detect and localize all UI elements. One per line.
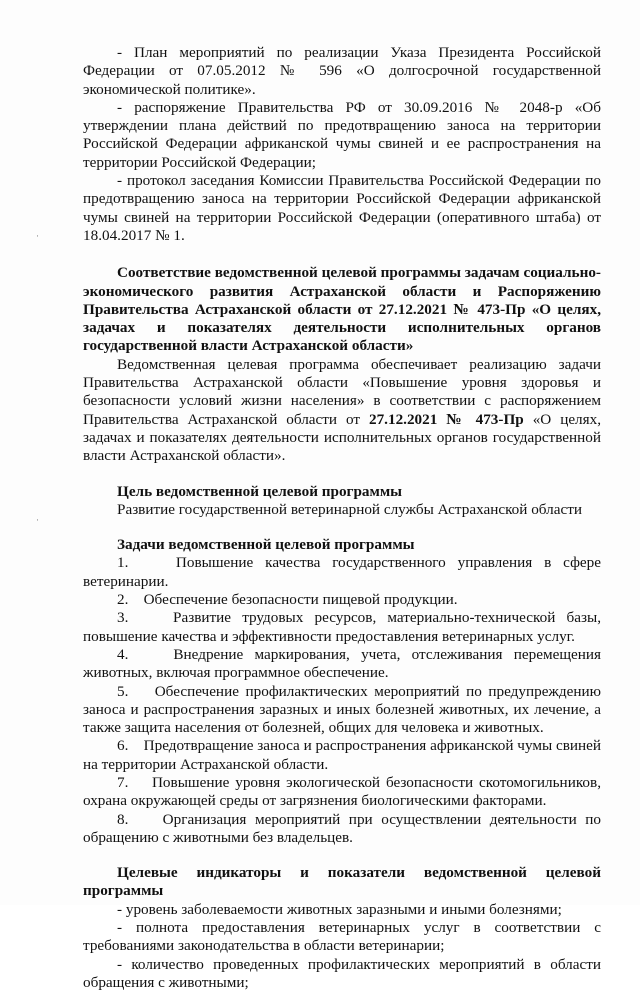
task-item: 3. Развитие трудовых ресурсов, материально-технической базы, повышение качества и эффективности предоставления ветеринарных услуг.	[83, 609, 601, 645]
basis-item: - распоряжение Правительства РФ от 30.09.2016 № 2048-р «Об утверждении плана действий по предотвращению заноса на территории Российской Федерации африканской чумы свиней и ее распространения на территории Российской Федерации;	[83, 98, 601, 171]
indicator-item: - полнота предоставления ветеринарных услуг в соответствии с требованиями законодательства в области ветеринарии;	[83, 919, 601, 955]
goal-text: Развитие государственной ветеринарной службы Астраханской области	[117, 500, 582, 518]
task-item: 8. Организация мероприятий при осуществлении деятельности по обращению с животными без владельцев.	[83, 810, 601, 846]
tasks-heading: Задачи ведомственной целевой программы	[117, 536, 415, 554]
basis-list	[83, 44, 601, 245]
basis-item: - План мероприятий по реализации Указа Президента Российской Федерации от 07.05.2012 № 596 «О долгосрочной государственной экономической политике».	[83, 44, 601, 98]
indicator-item: - уровень заболеваемости животных заразными и иными болезнями;	[117, 900, 562, 918]
tasks-section	[83, 536, 601, 847]
goal-heading: Цель ведомственной целевой программы	[117, 482, 403, 500]
document-body	[83, 44, 601, 992]
task-item: 2. Обеспечение безопасности пищевой продукции.	[117, 591, 458, 609]
task-item: 6. Предотвращение заноса и распространения африканской чумы свиней на территории Астраханской области.	[83, 737, 601, 773]
task-item: 4. Внедрение маркирования, учета, отслеживания перемещения животных, включая программное обеспечение.	[83, 645, 601, 682]
indicators-heading: Целевые индикаторы и показатели ведомственной целевой программы	[83, 864, 601, 900]
task-item: 1. Повышение качества государственного управления в сфере ветеринарии.	[83, 554, 601, 590]
indicator-item: - количество проведенных профилактических мероприятий в области обращения с животными;	[83, 955, 601, 991]
compliance-order-number: 27.12.2021 № 473-Пр	[368, 410, 524, 428]
goal-section	[83, 483, 601, 520]
compliance-text	[83, 356, 601, 466]
compliance-text-after: «О целях, задачах и показателях деятельности исполнительных органов государственной власти Астраханской области».	[83, 410, 602, 465]
indicators-section	[83, 864, 601, 992]
compliance-section	[83, 264, 601, 465]
task-item: 5. Обеспечение профилактических мероприятий по предупреждению заноса и распространения заразных и иных болезней животных, их лечение, а также защита населения от болезней, общих для человека и животных.	[83, 682, 601, 737]
compliance-text-before: Ведомственная целевая программа обеспечивает реализацию задачи Правительства Астраханской области «Повышение уровня здоровья и безопасности условий жизни населения» в соответствии с распоряжением Правительства Астраханской области от	[83, 355, 601, 428]
margin-speck: ·	[36, 231, 39, 241]
basis-item: - протокол заседания Комиссии Правительства Российской Федерации по предотвращению заноса на территории Российской Федерации африканской чумы свиней на территории Российской Федерации (оперативного штаба) от 18.04.2017 № 1.	[83, 172, 601, 244]
compliance-heading: Соответствие ведомственной целевой программы задачам социально-экономического развития Астраханской области и Распоряжению Правительства Астраханской области от 27.12.2021 № 473-Пр «О целях, задачах и показателях деятельности исполнительных органов государственной власти Астраханской области»	[83, 264, 601, 355]
margin-speck: ·	[36, 515, 39, 525]
task-item: 7. Повышение уровня экологической безопасности скотомогильников, охрана окружающей среды от загрязнения биологическими факторами.	[83, 773, 601, 810]
